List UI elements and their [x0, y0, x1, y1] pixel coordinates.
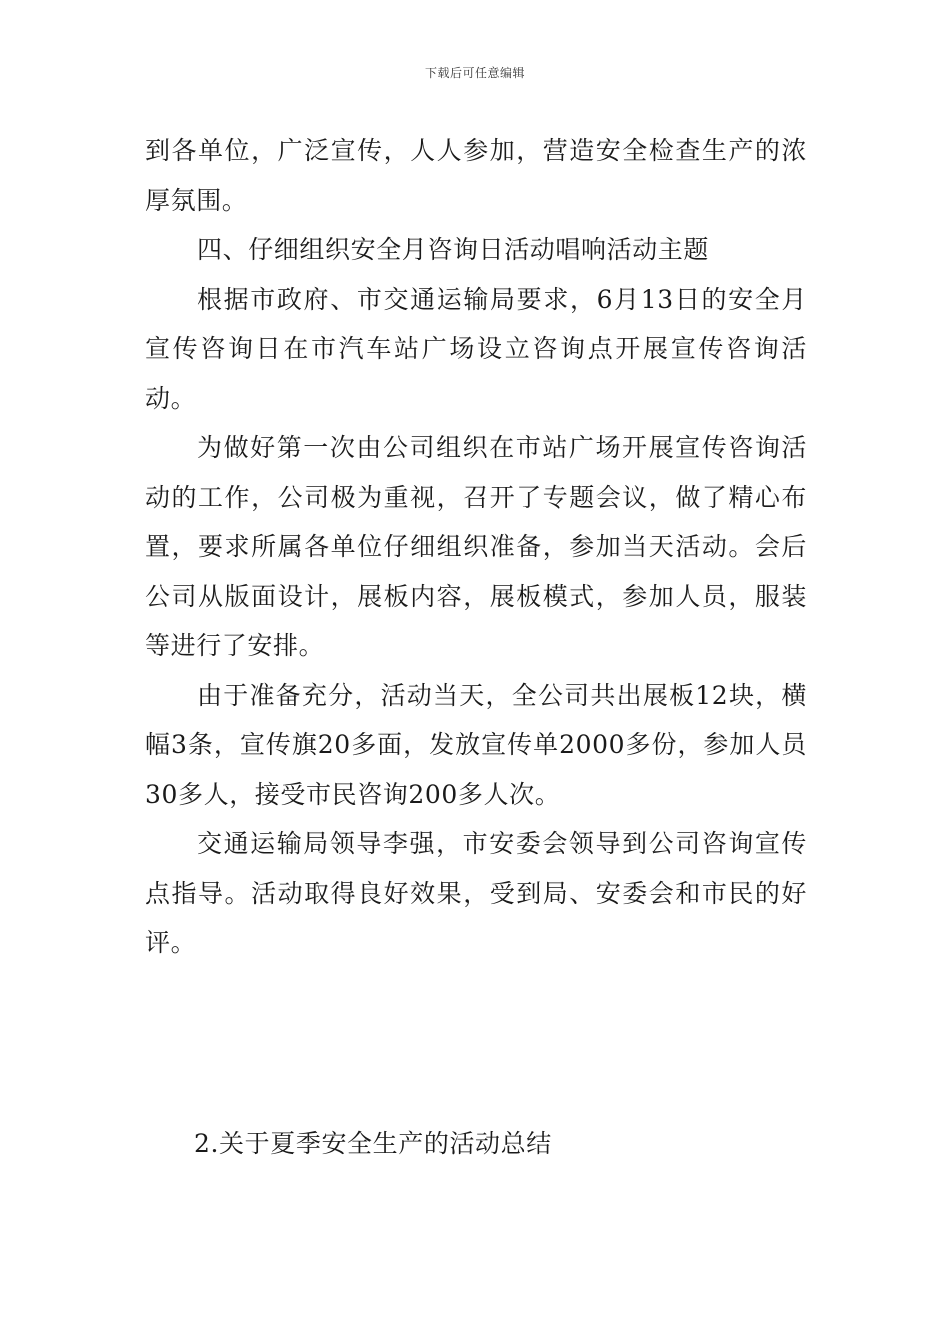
paragraph: 根据市政府、市交通运输局要求，6月13日的安全月宣传咨询日在市汽车站广场设立咨询点开展宣传咨询活动。 — [145, 284, 807, 413]
paragraph: 为做好第一次由公司组织在市站广场开展宣传咨询活动的工作，公司极为重视，召开了专题会议，做了精心布置，要求所属各单位仔细组织准备，参加当天活动。会后公司从版面设计，展板内容，展板模式，参加人员，服装等进行了安排。 — [145, 433, 807, 660]
paragraph-continuation: 到各单位，广泛宣传，人人参加，营造安全检查生产的浓厚氛围。 — [145, 136, 807, 215]
page-header: 下载后可任意编辑 — [424, 66, 525, 80]
paragraph: 交通运输局领导李强，市安委会领导到公司咨询宣传点指导。活动取得良好效果，受到局、安委会和市民的好评。 — [145, 829, 807, 957]
section-heading-4: 四、仔细组织安全月咨询日活动唱响活动主题 — [197, 235, 710, 264]
document-body — [145, 126, 807, 968]
next-section-title: 2.关于夏季安全生产的活动总结 — [194, 1129, 552, 1158]
paragraph: 由于准备充分，活动当天，全公司共出展板12块，横幅3条，宣传旗20多面，发放宣传单2000多份，参加人员30多人，接受市民咨询200多人次。 — [145, 680, 807, 809]
